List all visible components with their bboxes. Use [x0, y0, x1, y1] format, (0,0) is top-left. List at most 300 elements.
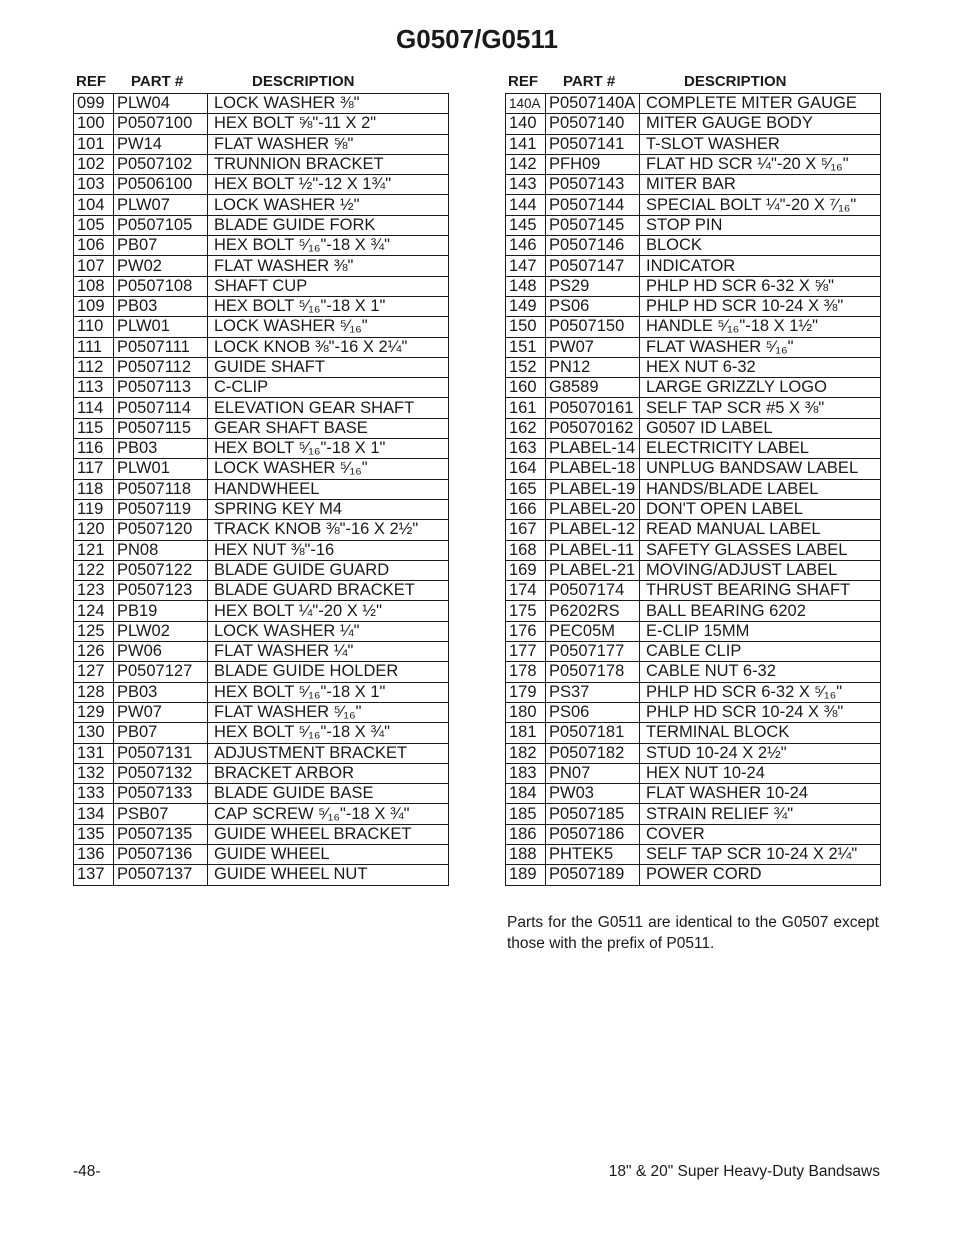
part-number-cell: P0507119 [114, 499, 208, 519]
table-row [74, 398, 449, 418]
ref-cell: 167 [506, 520, 546, 540]
ref-cell: 180 [506, 702, 546, 722]
table-row [506, 804, 881, 824]
part-number-cell: P0507131 [114, 743, 208, 763]
description-cell: HEX BOLT ⁵⁄₁₆"-18 X 1" [208, 296, 449, 316]
ref-cell: 131 [74, 743, 114, 763]
table-row [74, 520, 449, 540]
part-number-cell: PSB07 [114, 804, 208, 824]
description-cell: LARGE GRIZZLY LOGO [640, 378, 881, 398]
part-number-cell: PB03 [114, 439, 208, 459]
part-number-cell: P0507144 [546, 195, 640, 215]
description-cell: HANDWHEEL [208, 479, 449, 499]
part-number-cell: G8589 [546, 378, 640, 398]
table-row [74, 581, 449, 601]
description-cell: LOCK KNOB ⅜"-16 X 2¼" [208, 337, 449, 357]
description-cell: TRACK KNOB ⅜"-16 X 2½" [208, 520, 449, 540]
description-cell: FLAT WASHER 10-24 [640, 784, 881, 804]
description-cell: TRUNNION BRACKET [208, 154, 449, 174]
table-row [74, 94, 449, 114]
ref-cell: 168 [506, 540, 546, 560]
ref-cell: 107 [74, 256, 114, 276]
part-number-cell: PLW07 [114, 195, 208, 215]
description-cell: E-CLIP 15MM [640, 621, 881, 641]
description-cell: LOCK WASHER ½" [208, 195, 449, 215]
part-number-cell: PB19 [114, 601, 208, 621]
description-cell: HEX BOLT ⁵⁄₁₆"-18 X 1" [208, 682, 449, 702]
description-cell: SPECIAL BOLT ¼"-20 X ⁷⁄₁₆" [640, 195, 881, 215]
ref-cell: 126 [74, 642, 114, 662]
table-row [506, 357, 881, 377]
table-row [74, 418, 449, 438]
description-cell: GUIDE WHEEL [208, 844, 449, 864]
ref-cell: 120 [74, 520, 114, 540]
description-cell: STOP PIN [640, 215, 881, 235]
table-row [506, 378, 881, 398]
table-row [506, 296, 881, 316]
header-ref: REF [508, 73, 538, 90]
ref-cell: 183 [506, 763, 546, 783]
table-row [506, 621, 881, 641]
description-cell: HANDS/BLADE LABEL [640, 479, 881, 499]
header-description: DESCRIPTION [252, 73, 355, 90]
table-row [506, 763, 881, 783]
description-cell: BLADE GUIDE GUARD [208, 560, 449, 580]
description-cell: BLADE GUIDE HOLDER [208, 662, 449, 682]
ref-cell: 112 [74, 357, 114, 377]
table-row [74, 560, 449, 580]
part-number-cell: P0507136 [114, 844, 208, 864]
table-row [506, 581, 881, 601]
ref-cell: 105 [74, 215, 114, 235]
part-number-cell: P0507120 [114, 520, 208, 540]
ref-cell: 175 [506, 601, 546, 621]
description-cell: T-SLOT WASHER [640, 134, 881, 154]
part-number-cell: PS06 [546, 296, 640, 316]
description-cell: LOCK WASHER ⅜" [208, 94, 449, 114]
part-number-cell: P0507174 [546, 581, 640, 601]
description-cell: HEX NUT ⅜"-16 [208, 540, 449, 560]
ref-cell: 182 [506, 743, 546, 763]
description-cell: GUIDE WHEEL BRACKET [208, 824, 449, 844]
description-cell: CABLE NUT 6-32 [640, 662, 881, 682]
table-header [73, 71, 449, 93]
description-cell: LOCK WASHER ¼" [208, 621, 449, 641]
ref-cell: 123 [74, 581, 114, 601]
ref-cell: 110 [74, 317, 114, 337]
ref-cell: 178 [506, 662, 546, 682]
table-row [506, 662, 881, 682]
ref-cell: 143 [506, 175, 546, 195]
table-row [74, 763, 449, 783]
part-number-cell: P0506100 [114, 175, 208, 195]
ref-cell: 160 [506, 378, 546, 398]
ref-cell: 140 [506, 114, 546, 134]
ref-cell: 132 [74, 763, 114, 783]
description-cell: PHLP HD SCR 6-32 X ⁵⁄₁₆" [640, 682, 881, 702]
header-part: PART # [131, 73, 184, 90]
ref-cell: 188 [506, 844, 546, 864]
part-number-cell: P0507115 [114, 418, 208, 438]
page-number: -48- [73, 1163, 101, 1180]
description-cell: BLADE GUARD BRACKET [208, 581, 449, 601]
part-number-cell: PFH09 [546, 154, 640, 174]
part-number-cell: P0507108 [114, 276, 208, 296]
table-row [506, 418, 881, 438]
description-cell: HEX BOLT ¼"-20 X ½" [208, 601, 449, 621]
table-row [74, 662, 449, 682]
ref-cell: 151 [506, 337, 546, 357]
ref-cell: 116 [74, 439, 114, 459]
part-number-cell: P0507123 [114, 581, 208, 601]
description-cell: MITER BAR [640, 175, 881, 195]
table-row [74, 134, 449, 154]
ref-cell: 118 [74, 479, 114, 499]
parts-table-left [73, 93, 449, 886]
part-number-cell: P0507140A [546, 94, 640, 114]
table-row [74, 195, 449, 215]
table-row [74, 296, 449, 316]
part-number-cell: PN08 [114, 540, 208, 560]
description-cell: FLAT WASHER ⁵⁄₁₆" [640, 337, 881, 357]
part-number-cell: P0507102 [114, 154, 208, 174]
page-title: G0507/G0511 [396, 24, 558, 54]
part-number-cell: P0507127 [114, 662, 208, 682]
ref-cell: 141 [506, 134, 546, 154]
description-cell: CAP SCREW ⁵⁄₁₆"-18 X ¾" [208, 804, 449, 824]
ref-cell: 179 [506, 682, 546, 702]
part-number-cell: P0507186 [546, 824, 640, 844]
ref-cell: 099 [74, 94, 114, 114]
part-number-cell: P6202RS [546, 601, 640, 621]
ref-cell: 169 [506, 560, 546, 580]
part-number-cell: PS37 [546, 682, 640, 702]
description-cell: LOCK WASHER ⁵⁄₁₆" [208, 317, 449, 337]
part-number-cell: PW02 [114, 256, 208, 276]
ref-cell: 101 [74, 134, 114, 154]
description-cell: READ MANUAL LABEL [640, 520, 881, 540]
table-row [506, 702, 881, 722]
description-cell: HEX BOLT ⅝"-11 X 2" [208, 114, 449, 134]
part-number-cell: PB07 [114, 723, 208, 743]
table-row [506, 94, 881, 114]
ref-cell: 106 [74, 236, 114, 256]
description-cell: INDICATOR [640, 256, 881, 276]
part-number-cell: PLABEL-18 [546, 459, 640, 479]
ref-cell: 150 [506, 317, 546, 337]
parts-note: Parts for the G0511 are identical to the G0507 except those with the prefix of P0511. [507, 914, 879, 952]
part-number-cell: P05070162 [546, 418, 640, 438]
part-number-cell: PLABEL-12 [546, 520, 640, 540]
table-row [506, 256, 881, 276]
part-number-cell: PLW01 [114, 317, 208, 337]
table-row [74, 540, 449, 560]
part-number-cell: P0507112 [114, 357, 208, 377]
table-row [74, 337, 449, 357]
table-row [506, 134, 881, 154]
ref-cell: 184 [506, 784, 546, 804]
table-row [506, 520, 881, 540]
table-row [506, 499, 881, 519]
description-cell: LOCK WASHER ⁵⁄₁₆" [208, 459, 449, 479]
table-row [74, 154, 449, 174]
table-row [506, 540, 881, 560]
table-row [74, 824, 449, 844]
part-number-cell: P0507111 [114, 337, 208, 357]
part-number-cell: P05070161 [546, 398, 640, 418]
description-cell: C-CLIP [208, 378, 449, 398]
ref-cell: 145 [506, 215, 546, 235]
table-row [506, 215, 881, 235]
ref-cell: 114 [74, 398, 114, 418]
table-row [74, 865, 449, 885]
description-cell: GUIDE SHAFT [208, 357, 449, 377]
part-number-cell: P0507143 [546, 175, 640, 195]
ref-cell: 140A [506, 94, 546, 114]
description-cell: HEX NUT 6-32 [640, 357, 881, 377]
ref-cell: 134 [74, 804, 114, 824]
ref-cell: 115 [74, 418, 114, 438]
description-cell: ELECTRICITY LABEL [640, 439, 881, 459]
part-number-cell: PLABEL-19 [546, 479, 640, 499]
table-row [506, 317, 881, 337]
description-cell: THRUST BEARING SHAFT [640, 581, 881, 601]
description-cell: BLADE GUIDE FORK [208, 215, 449, 235]
table-row [74, 459, 449, 479]
table-row [506, 865, 881, 885]
ref-cell: 177 [506, 642, 546, 662]
description-cell: MITER GAUGE BODY [640, 114, 881, 134]
part-number-cell: P0507145 [546, 215, 640, 235]
description-cell: HEX BOLT ⁵⁄₁₆"-18 X ¾" [208, 236, 449, 256]
ref-cell: 186 [506, 824, 546, 844]
table-row [506, 236, 881, 256]
description-cell: HEX BOLT ½"-12 X 1¾" [208, 175, 449, 195]
table-row [506, 459, 881, 479]
manual-title: 18" & 20" Super Heavy-Duty Bandsaws [608, 1163, 880, 1180]
part-number-cell: PLABEL-20 [546, 499, 640, 519]
table-row [506, 743, 881, 763]
description-cell: HEX BOLT ⁵⁄₁₆"-18 X ¾" [208, 723, 449, 743]
ref-cell: 133 [74, 784, 114, 804]
ref-cell: 164 [506, 459, 546, 479]
ref-cell: 166 [506, 499, 546, 519]
ref-cell: 122 [74, 560, 114, 580]
ref-cell: 104 [74, 195, 114, 215]
ref-cell: 163 [506, 439, 546, 459]
ref-cell: 108 [74, 276, 114, 296]
description-cell: FLAT WASHER ⅜" [208, 256, 449, 276]
table-row [74, 621, 449, 641]
ref-cell: 103 [74, 175, 114, 195]
part-number-cell: PS29 [546, 276, 640, 296]
table-row [74, 256, 449, 276]
table-row [506, 195, 881, 215]
ref-cell: 119 [74, 499, 114, 519]
description-cell: BLOCK [640, 236, 881, 256]
table-row [74, 682, 449, 702]
ref-cell: 137 [74, 865, 114, 885]
parts-table-right-column [505, 71, 881, 886]
part-number-cell: P0507118 [114, 479, 208, 499]
part-number-cell: P0507140 [546, 114, 640, 134]
ref-cell: 152 [506, 357, 546, 377]
part-number-cell: PEC05M [546, 621, 640, 641]
table-row [506, 560, 881, 580]
table-row [506, 642, 881, 662]
part-number-cell: PHTEK5 [546, 844, 640, 864]
description-cell: FLAT WASHER ⁵⁄₁₆" [208, 702, 449, 722]
part-number-cell: P0507146 [546, 236, 640, 256]
ref-cell: 121 [74, 540, 114, 560]
description-cell: SELF TAP SCR 10-24 X 2¼" [640, 844, 881, 864]
part-number-cell: P0507114 [114, 398, 208, 418]
part-number-cell: P0507113 [114, 378, 208, 398]
description-cell: HEX BOLT ⁵⁄₁₆"-18 X 1" [208, 439, 449, 459]
description-cell: HANDLE ⁵⁄₁₆"-18 X 1½" [640, 317, 881, 337]
part-number-cell: PW03 [546, 784, 640, 804]
part-number-cell: P0507100 [114, 114, 208, 134]
table-row [74, 276, 449, 296]
part-number-cell: P0507135 [114, 824, 208, 844]
ref-cell: 144 [506, 195, 546, 215]
description-cell: ELEVATION GEAR SHAFT [208, 398, 449, 418]
ref-cell: 161 [506, 398, 546, 418]
table-row [74, 723, 449, 743]
ref-cell: 125 [74, 621, 114, 641]
table-row [506, 723, 881, 743]
part-number-cell: PLABEL-11 [546, 540, 640, 560]
description-cell: PHLP HD SCR 10-24 X ⅜" [640, 702, 881, 722]
description-cell: GEAR SHAFT BASE [208, 418, 449, 438]
table-row [74, 499, 449, 519]
table-row [74, 378, 449, 398]
ref-cell: 124 [74, 601, 114, 621]
part-number-cell: PW06 [114, 642, 208, 662]
part-number-cell: PW14 [114, 134, 208, 154]
ref-cell: 149 [506, 296, 546, 316]
part-number-cell: P0507150 [546, 317, 640, 337]
description-cell: TERMINAL BLOCK [640, 723, 881, 743]
part-number-cell: P0507132 [114, 763, 208, 783]
ref-cell: 128 [74, 682, 114, 702]
ref-cell: 147 [506, 256, 546, 276]
table-row [74, 479, 449, 499]
part-number-cell: PLW01 [114, 459, 208, 479]
description-cell: SPRING KEY M4 [208, 499, 449, 519]
part-number-cell: PLABEL-14 [546, 439, 640, 459]
table-row [506, 114, 881, 134]
part-number-cell: PLW04 [114, 94, 208, 114]
table-row [74, 357, 449, 377]
table-row [506, 337, 881, 357]
description-cell: POWER CORD [646, 865, 762, 884]
part-number-cell: PLW02 [114, 621, 208, 641]
part-number-cell: PW07 [114, 702, 208, 722]
ref-cell: 162 [506, 418, 546, 438]
table-row [74, 642, 449, 662]
table-row [74, 784, 449, 804]
table-row [74, 114, 449, 134]
part-number-cell: P0507147 [546, 256, 640, 276]
parts-table-left-column [73, 71, 449, 886]
ref-cell: 146 [506, 236, 546, 256]
description-cell: ADJUSTMENT BRACKET [208, 743, 449, 763]
description-cell: FLAT HD SCR ¼"-20 X ⁵⁄₁₆" [640, 154, 881, 174]
ref-cell: 102 [74, 154, 114, 174]
part-number-cell: PN07 [546, 763, 640, 783]
part-number-cell: P0507105 [114, 215, 208, 235]
description-cell: STRAIN RELIEF ¾" [640, 804, 881, 824]
ref-cell: 109 [74, 296, 114, 316]
description-cell: COMPLETE MITER GAUGE [640, 94, 881, 114]
ref-cell: 113 [74, 378, 114, 398]
part-number-cell: P0507181 [546, 723, 640, 743]
ref-cell: 176 [506, 621, 546, 641]
description-cell: BRACKET ARBOR [208, 763, 449, 783]
ref-cell: 185 [506, 804, 546, 824]
part-number-cell: PB03 [114, 682, 208, 702]
table-row [506, 398, 881, 418]
table-row [74, 702, 449, 722]
table-row [506, 439, 881, 459]
part-number-cell: P0507182 [546, 743, 640, 763]
header-part: PART # [563, 73, 616, 90]
table-row [506, 154, 881, 174]
ref-cell: 165 [506, 479, 546, 499]
part-number-cell: P0507178 [546, 662, 640, 682]
table-row [74, 439, 449, 459]
ref-cell: 142 [506, 154, 546, 174]
part-number-cell: P0507177 [546, 642, 640, 662]
description-cell: FLAT WASHER ¼" [208, 642, 449, 662]
part-number-cell: PLABEL-21 [546, 560, 640, 580]
description-cell: COVER [640, 824, 881, 844]
part-number-cell: P0507133 [114, 784, 208, 804]
ref-cell: 117 [74, 459, 114, 479]
part-number-cell: PB07 [114, 236, 208, 256]
table-row [74, 236, 449, 256]
description-cell: FLAT WASHER ⅝" [208, 134, 449, 154]
table-row [74, 601, 449, 621]
part-number-cell: P0507122 [114, 560, 208, 580]
description-cell: BALL BEARING 6202 [640, 601, 881, 621]
parts-table-right [505, 93, 881, 886]
description-cell: STUD 10-24 X 2½" [640, 743, 881, 763]
table-row [506, 784, 881, 804]
description-cell: BLADE GUIDE BASE [208, 784, 449, 804]
ref-cell: 148 [506, 276, 546, 296]
description-cell: HEX NUT 10-24 [640, 763, 881, 783]
ref-cell: 100 [74, 114, 114, 134]
ref-cell: 136 [74, 844, 114, 864]
description-cell: DON'T OPEN LABEL [640, 499, 881, 519]
ref-cell: 135 [74, 824, 114, 844]
table-row [506, 175, 881, 195]
table-row [74, 175, 449, 195]
ref-cell: 130 [74, 723, 114, 743]
part-number-cell: PW07 [546, 337, 640, 357]
description-cell: CABLE CLIP [640, 642, 881, 662]
part-number-cell: P0507189 [546, 865, 640, 885]
table-row [74, 317, 449, 337]
table-row [506, 479, 881, 499]
description-cell: MOVING/ADJUST LABEL [640, 560, 881, 580]
table-header [505, 71, 881, 93]
ref-cell: 129 [74, 702, 114, 722]
description-cell: SAFETY GLASSES LABEL [640, 540, 881, 560]
description-cell: SELF TAP SCR #5 X ⅜" [640, 398, 881, 418]
